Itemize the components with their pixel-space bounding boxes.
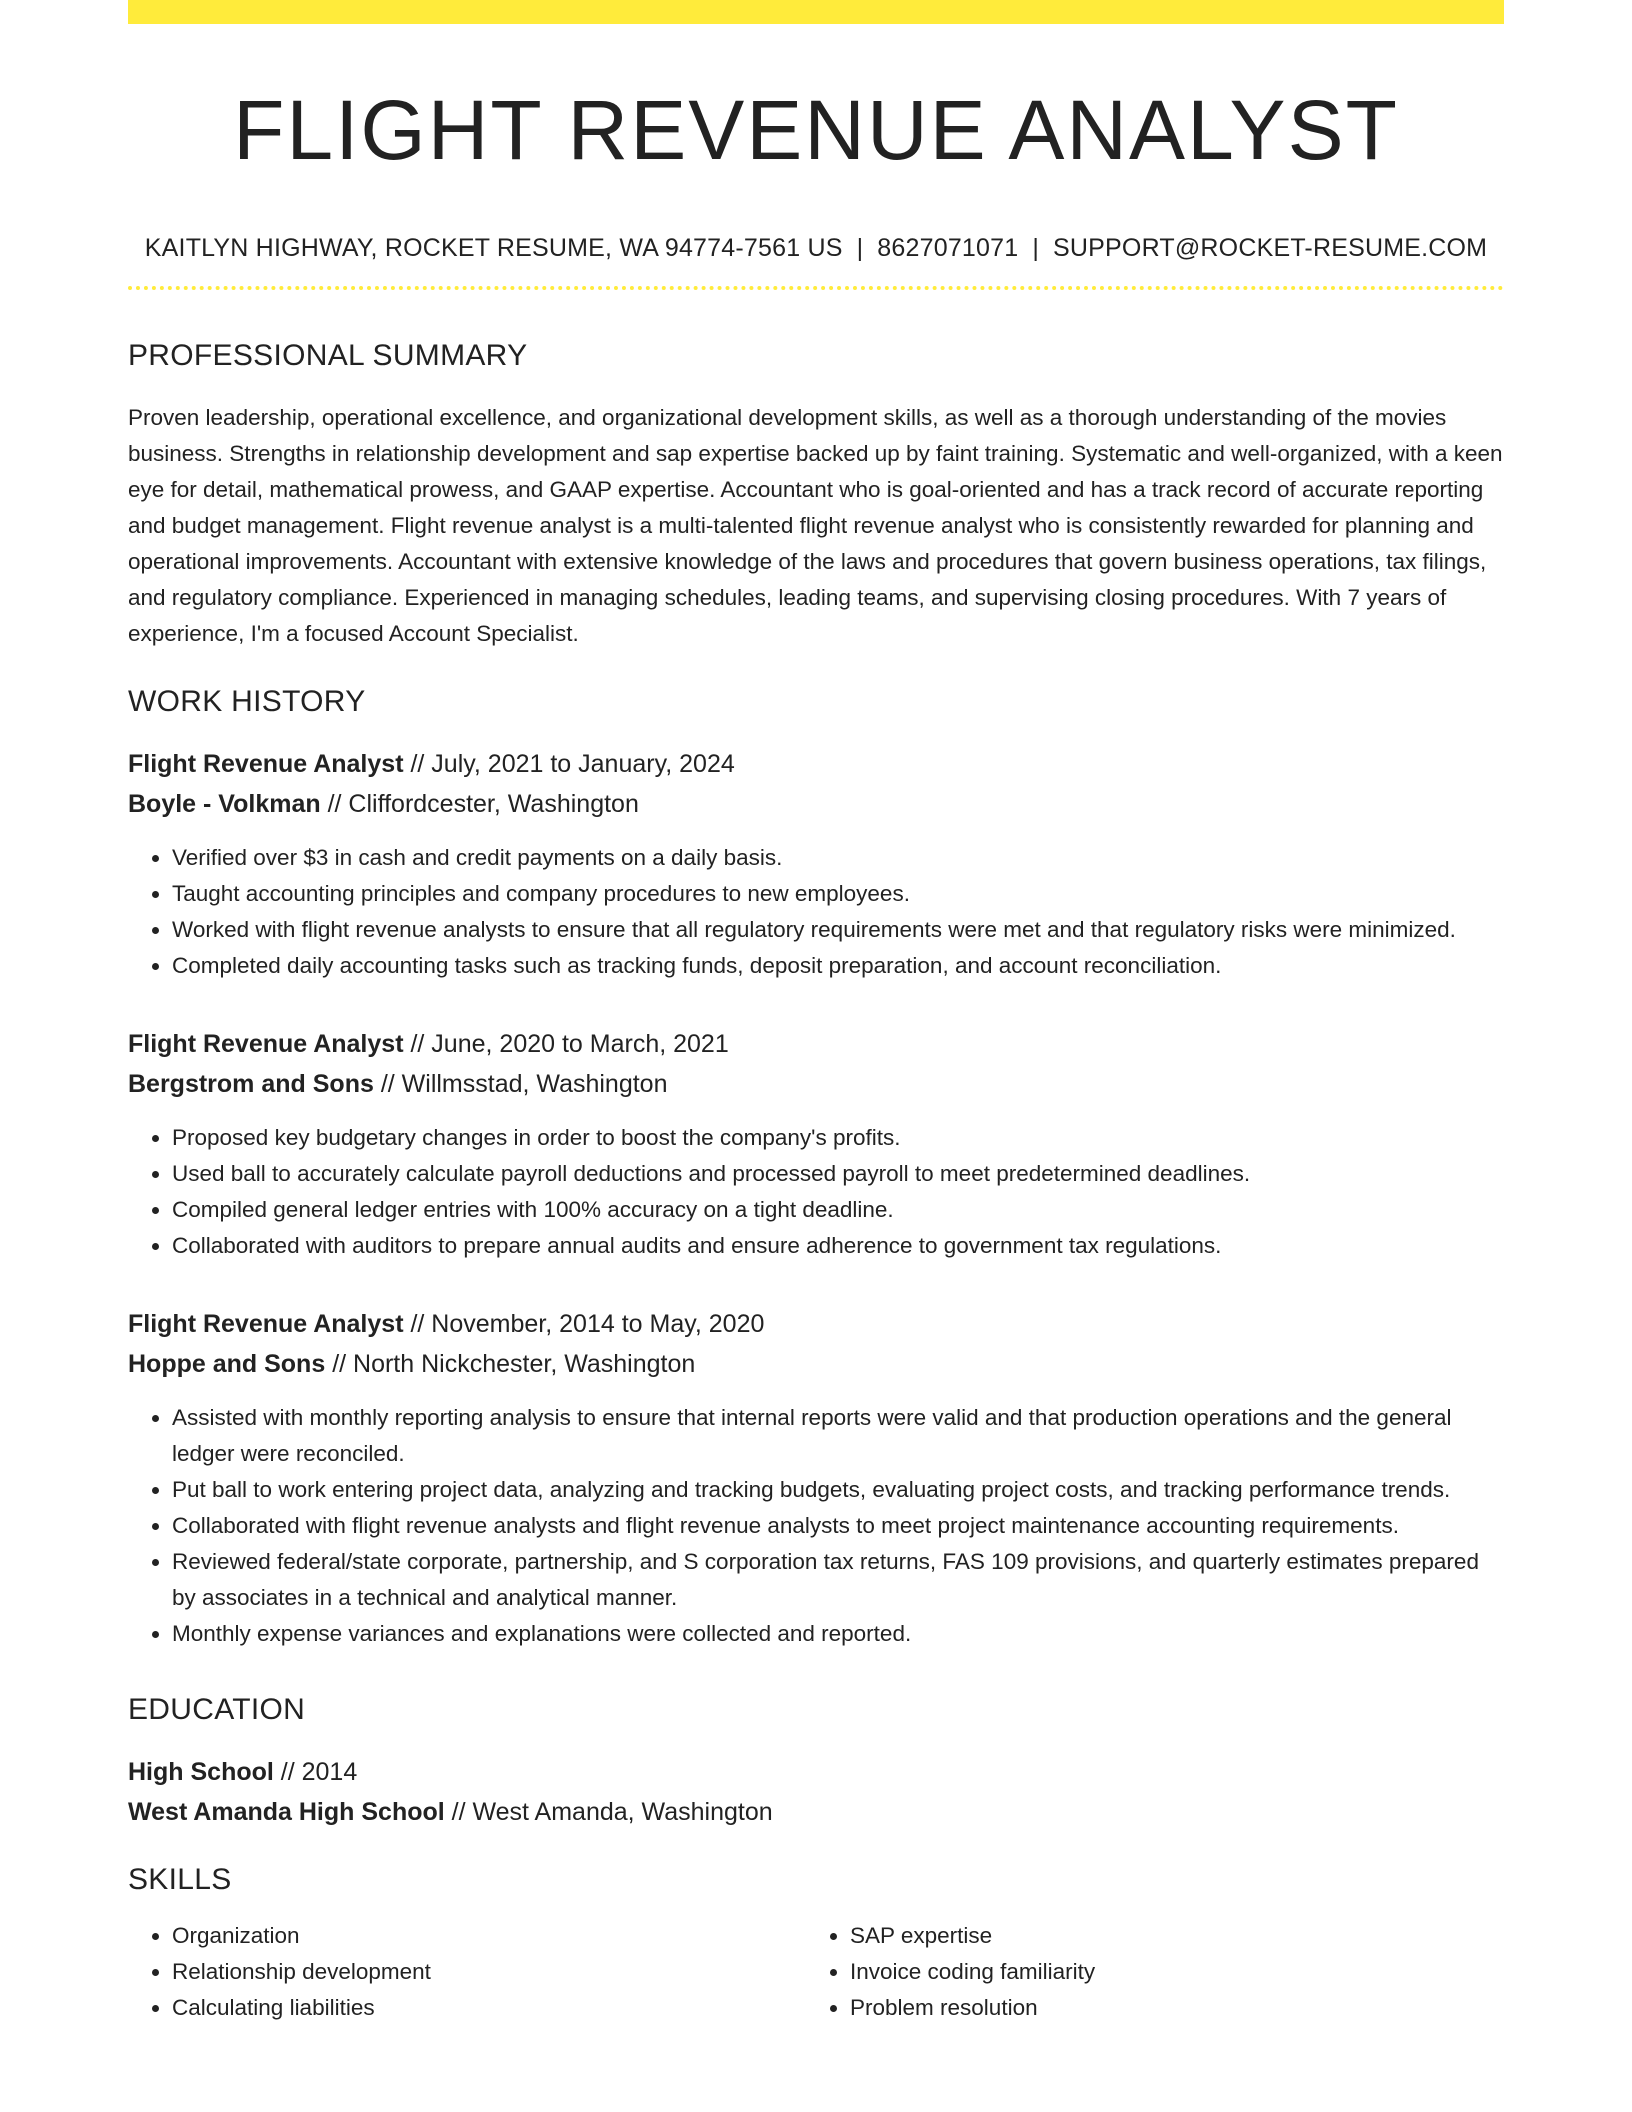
resume-title: FLIGHT REVENUE ANALYST <box>233 83 1399 177</box>
education-entry <box>128 1752 1504 1832</box>
job-entry <box>128 1304 1504 1652</box>
summary-heading: PROFESSIONAL SUMMARY <box>128 339 528 372</box>
contact-phone: 8627071071 <box>877 234 1019 262</box>
skill-item: • Calculating liabilities <box>172 1990 806 2026</box>
summary-text: Proven leadership, operational excellence, and organizational development skills, as well as a thorough understanding of the movies business. Strengths in relationship development and sap expertise backed up by faint training. Systematic and well-organized, with a keen eye for detail, mathematical prowess, and GAAP expertise. Accountant who is goal-oriented and has a track record of accurate reporting and budget management. Flight revenue analyst is a multi-talented flight revenue analyst who is consistently rewarded for planning and operational improvements. Accountant with extensive knowledge of the laws and procedures that govern business operations, tax filings, and regulatory compliance. Experienced in managing schedules, leading teams, and supervising closing procedures. With 7 years of experience, I'm a focused Account Specialist. <box>128 405 1503 646</box>
education-school: West Amanda High School <box>128 1798 445 1826</box>
job-dates: // July, 2021 to January, 2024 <box>410 750 735 778</box>
resume-page <box>128 0 1504 2026</box>
contact-email: SUPPORT@ROCKET-RESUME.COM <box>1053 234 1488 262</box>
job-company-line <box>128 784 1504 824</box>
contact-separator: | <box>1032 234 1040 262</box>
job-bullet: • Monthly expense variances and explanations were collected and reported. <box>172 1616 1504 1652</box>
job-bullet: • Taught accounting principles and company procedures to new employees. <box>172 876 1504 912</box>
job-title: Flight Revenue Analyst <box>128 1310 404 1338</box>
job-company: Boyle - Volkman <box>128 790 321 818</box>
skill-item: • Invoice coding familiarity <box>850 1954 1484 1990</box>
job-title-line <box>128 744 1504 784</box>
education-location: // West Amanda, Washington <box>451 1798 773 1826</box>
job-location: // North Nickchester, Washington <box>332 1350 696 1378</box>
job-bullet: • Reviewed federal/state corporate, partnership, and S corporation tax returns, FAS 109 provisions, and quarterly estimates prepared by associates in a technical and analytical manner. <box>172 1544 1504 1616</box>
contact-line <box>128 232 1504 264</box>
contact-address: KAITLYN HIGHWAY, ROCKET RESUME, WA 94774-7561 US <box>144 234 843 262</box>
job-bullet: • Completed daily accounting tasks such as tracking funds, deposit preparation, and account reconciliation. <box>172 948 1504 984</box>
job-bullets <box>128 840 1504 984</box>
education-heading: EDUCATION <box>128 1693 306 1726</box>
skill-item: • SAP expertise <box>850 1918 1484 1954</box>
skill-item: • Relationship development <box>172 1954 806 1990</box>
skills-column-right <box>806 1918 1484 2026</box>
skills-heading: SKILLS <box>128 1863 232 1896</box>
job-bullet: • Collaborated with auditors to prepare annual audits and ensure adherence to government tax regulations. <box>172 1228 1504 1264</box>
job-bullet: • Used ball to accurately calculate payroll deductions and processed payroll to meet predetermined deadlines. <box>172 1156 1504 1192</box>
job-dates: // November, 2014 to May, 2020 <box>410 1310 765 1338</box>
job-bullets <box>128 1120 1504 1264</box>
education-school-line <box>128 1792 1504 1832</box>
job-bullet: • Collaborated with flight revenue analysts and flight revenue analysts to meet project maintenance accounting requirements. <box>172 1508 1504 1544</box>
job-title-line <box>128 1024 1504 1064</box>
skill-item: • Organization <box>172 1918 806 1954</box>
job-bullet: • Assisted with monthly reporting analysis to ensure that internal reports were valid and that production operations and the general ledger were reconciled. <box>172 1400 1504 1472</box>
job-location: // Willmsstad, Washington <box>380 1070 668 1098</box>
job-bullet: • Put ball to work entering project data, analyzing and tracking budgets, evaluating project costs, and tracking performance trends. <box>172 1472 1504 1508</box>
skill-item: • Problem resolution <box>850 1990 1484 2026</box>
job-entry <box>128 1024 1504 1264</box>
job-bullets <box>128 1400 1504 1652</box>
education-degree: High School <box>128 1758 274 1786</box>
job-bullet: • Proposed key budgetary changes in order to boost the company's profits. <box>172 1120 1504 1156</box>
education-year: // 2014 <box>280 1758 358 1786</box>
job-title: Flight Revenue Analyst <box>128 750 404 778</box>
job-company-line <box>128 1344 1504 1384</box>
job-location: // Cliffordcester, Washington <box>327 790 639 818</box>
skills-column-left <box>128 1918 806 2026</box>
work-history-heading: WORK HISTORY <box>128 685 366 718</box>
job-title: Flight Revenue Analyst <box>128 1030 404 1058</box>
job-company: Bergstrom and Sons <box>128 1070 374 1098</box>
job-bullet: • Compiled general ledger entries with 100% accuracy on a tight deadline. <box>172 1192 1504 1228</box>
skills-grid <box>128 1918 1504 2026</box>
job-entry <box>128 744 1504 984</box>
contact-separator: | <box>856 234 864 262</box>
education-degree-line <box>128 1752 1504 1792</box>
job-dates: // June, 2020 to March, 2021 <box>410 1030 729 1058</box>
job-bullet: • Verified over $3 in cash and credit payments on a daily basis. <box>172 840 1504 876</box>
job-bullet: • Worked with flight revenue analysts to ensure that all regulatory requirements were met and that regulatory risks were minimized. <box>172 912 1504 948</box>
dotted-divider <box>128 286 1504 290</box>
job-company: Hoppe and Sons <box>128 1350 326 1378</box>
job-company-line <box>128 1064 1504 1104</box>
job-title-line <box>128 1304 1504 1344</box>
